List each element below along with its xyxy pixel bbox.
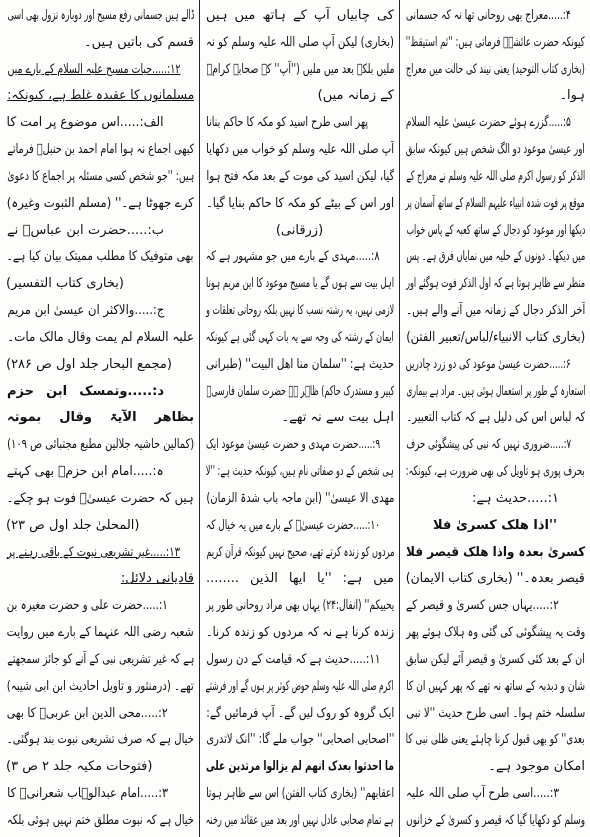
- text-line: [6, 567, 194, 591]
- text-line: [6, 380, 194, 404]
- column-rule: [399, 0, 400, 837]
- text-line: [6, 755, 194, 779]
- text-line: [205, 192, 394, 216]
- text-line: [405, 433, 585, 457]
- text-line: [405, 514, 585, 538]
- text-line-content: سلسلہ ختم ہوا۔ اسی طرح حدیث ''لا نبی: [406, 705, 585, 721]
- text-line: [6, 702, 194, 726]
- text-line: [205, 755, 394, 779]
- text-line: [405, 272, 585, 296]
- text-line-content: گیا، لیکن اسید کی موت کے بعد مکہ فتح ہوا: [205, 168, 394, 184]
- text-line-content: ۶:.....حضرت عیسیٰ موعود کی دو زرد چادریں: [405, 356, 571, 372]
- text-line: [405, 192, 585, 216]
- text-line-content: پھر اسی طرح اسید کو مکہ کا حاکم بنانا: [205, 115, 368, 131]
- text-line-content: استعارہ کے طور پر استعمال ہوئی ہیں۔ مراد ہے بیماری: [406, 383, 585, 399]
- text-line-content: میں ہے: ''یا ایھا الذین ........: [206, 571, 394, 587]
- text-line: [405, 567, 585, 591]
- text-line-content: شان و دبدبہ کے ساتھ نہ تھے کہ پھر کہیں ان کا: [406, 678, 585, 694]
- text-line: [205, 31, 394, 55]
- text-line-content: وسلم کو دکھایا گیا کہ قیصر و کسریٰ کے خزانوں: [406, 812, 585, 828]
- text-line: [6, 675, 194, 699]
- text-line-content: کبھی اجماع نہ ہوا امام احمد بن حنبلؒ فرماتے: [7, 142, 194, 158]
- text-line: [405, 84, 585, 108]
- text-line: [6, 460, 194, 484]
- text-line: [405, 165, 585, 189]
- text-line-content: ہیں کہ حضرت عیسیٰؑ فوت ہو چکے۔: [7, 490, 194, 506]
- text-line-content: ۱۲:.....حیات مسیح علیہ السلام کے بارے میں: [6, 61, 180, 77]
- text-line: [6, 406, 194, 430]
- text-line-content: الف:.....اس موضوع پر امت کا: [6, 115, 164, 131]
- text-line-content: اہل بیت سے ہوں گے یا مسیح موعود کا ابن مریم ہونا: [205, 276, 394, 292]
- text-line-content: بھی متوفیک کا مطلب ممیتک بیان کیا ہے۔: [6, 249, 194, 265]
- text-line-content: آپ صلی اللہ علیہ وسلم کو خواب میں دکھایا: [206, 142, 394, 158]
- text-line-content: (مجمع البحار جلد اول ص ۲۸۶): [6, 356, 172, 372]
- text-line: [405, 648, 585, 672]
- text-line: [6, 621, 194, 645]
- text-line-content: د:.....وتمسک ابن حزم: [7, 383, 164, 399]
- text-line: [205, 702, 394, 726]
- text-line-content: کبیر و مستدرک حاکم) ظاہر ہے حضرت سلمان فارسیؓ: [206, 383, 394, 399]
- text-line: [405, 460, 585, 484]
- text-line: [405, 219, 585, 243]
- text-line: [205, 245, 394, 269]
- text-line: [6, 514, 194, 538]
- text-line: [6, 165, 194, 189]
- text-line-content: مردوں کو زندہ کرتے تھے، صحیح نہیں کیونکہ قرآن کریم: [205, 544, 394, 560]
- text-line-content: ڈالے ہیں جسمانی رفع مسیح اور دوبارہ نزول بھی اسی: [7, 8, 194, 23]
- text-line-content: لازمی نہیں، یہ رشتہ نسب کا نہیں بلکہ روحانی تعلقات و: [206, 303, 394, 319]
- text-line: [6, 353, 194, 377]
- text-line-content: ۱۰:.....حضرت عیسیٰؑ کے بارے میں یہ خیال کہ: [206, 517, 380, 533]
- text-line-content: ہے کہ غیر تشریعی نبی کے آنے کو جائز سمجھتے: [6, 651, 194, 667]
- text-line: [205, 675, 394, 699]
- text-line: [6, 782, 194, 806]
- text-line-content: دیکھا اور موعود کو دجال کے ساتھ کعبہ کے پاس خواب: [406, 222, 585, 238]
- text-line: [405, 245, 585, 269]
- text-line-content: ہے تمام صحابی عادل نہیں اور بعد میں عقائد میں رخنہ: [206, 812, 394, 828]
- middle-column: [205, 4, 394, 833]
- text-line: [205, 433, 394, 457]
- text-line-content: ہیں: ''جو شخص کسی مسئلہ پر اجماع کا دعویٰ: [7, 168, 194, 184]
- text-line-content: ان کے بعد کئی کسریٰ و قیصر آئے لیکن سابق: [406, 651, 585, 667]
- text-line-content: ۷:.....ضروری نہیں کہ نبی کی پیشگوئی حرف: [405, 437, 571, 453]
- text-line-content: بظاھر الآیۃ وقال بموتہ: [7, 410, 194, 426]
- text-line-content: زندہ کرنا ہے نہ کہ مردوں کو زندہ کرنا۔: [205, 625, 394, 641]
- text-line: [205, 487, 394, 511]
- text-line: [6, 299, 194, 323]
- text-line-content: ۲:.....یہاں جس کسریٰ و قیصر کے: [405, 598, 559, 614]
- text-line: [405, 326, 585, 350]
- text-line: [205, 728, 394, 752]
- text-line: [6, 58, 194, 82]
- text-line-content: اور اس کے بیٹے کو مکہ کا حاکم بنایا گیا۔: [205, 195, 394, 211]
- text-line: [205, 299, 394, 323]
- text-line-content: ۳:.....اسی طرح آپ صلی اللہ علیہ: [405, 786, 559, 802]
- text-line: [405, 58, 585, 82]
- text-line: [405, 353, 585, 377]
- text-line-content: کرے جھوٹا ہے۔'' (مسلم الثبوت وغیرہ): [7, 195, 194, 211]
- text-line: [405, 111, 585, 135]
- text-line-content: مھدی الا عیسیٰ'' (ابن ماجہ باب شدۃ الزمان): [206, 490, 394, 506]
- column-rule: [199, 0, 200, 837]
- text-line-content: (بخاری کتاب التوحید) یعنی نیند کی حالت میں معراج: [406, 61, 585, 77]
- text-line: [6, 728, 194, 752]
- text-line-content: ب:.....حضرت ابن عباسؓ نے: [7, 222, 164, 238]
- text-line: [205, 353, 394, 377]
- text-line-content: ملیں بلکہ بعد میں ملیں (''آپ'' کے صحابہ کرامؓ: [206, 61, 394, 77]
- text-line: [205, 219, 394, 243]
- text-line-content: شعبہ رضی اللہ عنہما کے بارے میں روایت: [7, 625, 194, 641]
- text-line-content: خیال ہے کہ صرف تشریعی نبوت بند ہوگئی۔: [6, 732, 194, 748]
- text-line: [205, 514, 394, 538]
- text-line-content: ہ:.....امام ابن حزمؒ بھی کہتے: [7, 464, 164, 480]
- text-line: [6, 84, 194, 108]
- text-line-content: الذکر کو رسول اکرم صلی اللہ علیہ وسلم نے معراج کے: [405, 168, 585, 184]
- text-line-content: ۹:.....حضرت مہدی و حضرت عیسیٰ موعود ایک: [205, 437, 380, 453]
- text-line-content: منظر سے ظاہر ہوتا ہے کہ اول الذکر فوت ہوگئے اور: [406, 276, 585, 292]
- text-line: [6, 111, 194, 135]
- left-column: [6, 4, 194, 833]
- text-line-content: ما احدثوا بعدک انھم لم یزالوا مرتدین علی: [206, 759, 394, 775]
- text-line: [6, 272, 194, 296]
- text-line: [6, 594, 194, 618]
- text-line: [405, 138, 585, 162]
- text-line-content: قادیانی دلائل:: [120, 571, 194, 587]
- text-line-content: ۱۳:.....غیر تشریعی نبوت کے باقی رہنے پر: [6, 544, 180, 560]
- text-line: [6, 541, 194, 565]
- text-line: [6, 4, 194, 28]
- text-line: [205, 567, 394, 591]
- text-line-content: ہی شخص کے دو صفاتی نام ہیں، کیونکہ حدیث ہے: ''لا: [205, 464, 394, 480]
- text-line-content: اور عیسیٰ موعود دو الگ شخص ہیں کیونکہ سابق: [406, 142, 585, 158]
- text-line-content: کے زمانہ میں): [317, 88, 394, 104]
- text-line-content: امکان موجود ہے۔: [488, 759, 585, 775]
- text-line-content: کہ لباس اس کی دلیل ہے کہ کتاب التعبیر۔: [406, 410, 585, 426]
- text-line: [205, 648, 394, 672]
- text-line-content: مسلمانوں کا عقیدہ غلط ہے، کیونکہ:: [7, 88, 194, 104]
- text-line-content: قیصر بعدہ۔'' (بخاری کتاب الایمان): [405, 571, 585, 587]
- text-line: [205, 326, 394, 350]
- text-line: [405, 755, 585, 779]
- text-line-content: وقت یہ پیشگوئی کی گئی وہ ہلاک ہوئے پھر: [405, 625, 585, 641]
- text-line: [405, 406, 585, 430]
- text-line-content: (فتوحات مکیہ جلد ۲ ص ۳): [6, 759, 153, 775]
- text-line: [205, 138, 394, 162]
- text-line-content: اعقابھم'' (بخاری کتاب الفتن) اس سے ظاہر ہوتا: [206, 786, 394, 802]
- text-line-content: (المحلیٰ جلد اول ص ۲۳): [6, 517, 140, 533]
- text-line-content: کی چابیاں آپ کے ہاتھ میں ہیں: [206, 8, 394, 23]
- text-line-content: کسریٰ بعدہ واذا ھلک قیصر فلا: [406, 544, 585, 560]
- text-line-content: ۸:.....مہدی کے بارے میں جو مشہور ہے کہ: [206, 249, 380, 265]
- text-line: [405, 541, 585, 565]
- text-line: [6, 245, 194, 269]
- text-line: [405, 621, 585, 645]
- text-line-content: ج:.....والاکثر ان عیسیٰ ابن مریم: [7, 303, 164, 319]
- text-line-content: ایک گروہ کو روک لیں گے۔ آپ فرمائیں گے:: [206, 705, 394, 721]
- text-line-content: (کمالین حاشیہ جلالین مطبع مجتبائی ص ۱۰۹): [6, 437, 194, 453]
- text-line-content: ۴:.....معراج بھی روحانی تھا نہ کہ جسمانی: [405, 8, 571, 23]
- text-line-content: اکرم صلی اللہ علیہ وسلم حوض کوثر پر ہوں گے اور فرشتے: [206, 678, 394, 694]
- text-line-content: ۵:.....گزرے ہوئے حضرت عیسیٰ علیہ السلام: [406, 115, 571, 131]
- text-line-content: قسم کی باتیں ہیں۔: [84, 34, 194, 50]
- text-line: [6, 809, 194, 833]
- text-line: [6, 326, 194, 350]
- text-line-content: ۱:.....حدیث ہے:: [471, 490, 559, 506]
- text-line-content: بعدی'' کو بھی قبول کرنا چاہئے یعنی ظلی نبی کا: [406, 732, 585, 748]
- text-line-content: موقع پر فوت شدہ انبیاء علیہم السلام کے ساتھ آسمان پر: [405, 195, 585, 211]
- text-line-content: (بخاری کتاب التفسیر): [6, 276, 124, 292]
- text-line: [205, 541, 394, 565]
- text-line-content: حدیث ہے: ''سلمان منا اھل البیت'' (طبرانی: [205, 356, 394, 372]
- text-line-content: (بخاری) لیکن آپ صلی اللہ علیہ وسلم کو نہ: [205, 34, 394, 50]
- text-line: [405, 675, 585, 699]
- text-line: [6, 138, 194, 162]
- text-line-content: علیہ السلام لم یمت وقال مالک مات۔: [6, 329, 194, 345]
- text-line-content: ایمان کے رشتہ کی وجہ سے یہ بات کہی گئی ہے کیونکہ: [205, 329, 394, 345]
- text-line-content: ''اصحابی اصحابی'' جواب ملے گا: ''انک لاتدری: [205, 732, 394, 748]
- text-line: [405, 728, 585, 752]
- text-line-content: ہوا۔: [559, 88, 585, 104]
- text-line-content: آخر الذکر دجال کے زمانہ میں آنے والے ہیں۔: [406, 303, 585, 319]
- text-line: [205, 621, 394, 645]
- text-line: [205, 782, 394, 806]
- text-line: [405, 299, 585, 323]
- text-line: [205, 594, 394, 618]
- text-line: [205, 406, 394, 430]
- text-line: [6, 487, 194, 511]
- text-line-content: خیال ہے کہ نبوت مطلق ختم نہیں ہوئی بلکہ: [6, 812, 194, 828]
- text-line: [6, 648, 194, 672]
- text-line: [205, 84, 394, 108]
- text-line: [205, 272, 394, 296]
- text-line-content: ''اذا ھلک کسریٰ فلا: [433, 517, 557, 533]
- text-line-content: بحرف پوری ہو تاویل کی بھی ضرورت ہے، کیونکہ:: [406, 464, 585, 480]
- text-line: [405, 380, 585, 404]
- text-line-content: ۱۱:.....حدیث ہے کہ قیامت کے دن رسول: [206, 651, 380, 667]
- text-line: [205, 460, 394, 484]
- text-line-content: ۳:.....امام عبدالوہاب شعرانیؒ کا: [6, 786, 168, 802]
- text-line: [405, 702, 585, 726]
- text-line: [205, 809, 394, 833]
- text-line: [405, 594, 585, 618]
- text-line: [205, 165, 394, 189]
- text-line-content: اہل بیت سے نہ تھے۔: [281, 410, 394, 426]
- text-line-content: ۲:.....محی الدین ابن عربیؒ کا بھی: [7, 705, 168, 721]
- text-line: [205, 380, 394, 404]
- text-line-content: کیونکہ حضرت عائشہؓ فرماتی ہیں: ''ثم استیقظ'': [405, 34, 585, 50]
- text-line-content: تھے۔ (درمنثور و تاویل احادیث ابن ابی شیبہ): [6, 678, 194, 694]
- text-line-content: (زرقانی): [275, 222, 324, 238]
- text-line: [6, 192, 194, 216]
- text-line: [405, 31, 585, 55]
- text-line-content: یحییکم'' (انفال:۲۴) یہاں بھی مراد روحانی طور پر: [205, 598, 394, 614]
- text-line: [205, 58, 394, 82]
- right-column: [405, 4, 585, 833]
- text-line: [6, 433, 194, 457]
- text-line-content: (بخاری کتاب الانبیاء/لباس/تعبیر الفتن): [405, 329, 585, 345]
- text-line: [405, 809, 585, 833]
- text-line: [405, 4, 585, 28]
- text-line: [6, 219, 194, 243]
- text-line: [205, 4, 394, 28]
- text-line: [6, 31, 194, 55]
- text-line: [405, 487, 585, 511]
- text-line: [205, 111, 394, 135]
- text-line-content: میں دیکھا۔ دونوں کے حلیہ میں نمایاں فرق ہے۔ پس: [406, 249, 585, 265]
- text-line-content: ۱:.....حضرت علی و حضرت مغیرہ بن: [6, 598, 168, 614]
- text-line: [405, 782, 585, 806]
